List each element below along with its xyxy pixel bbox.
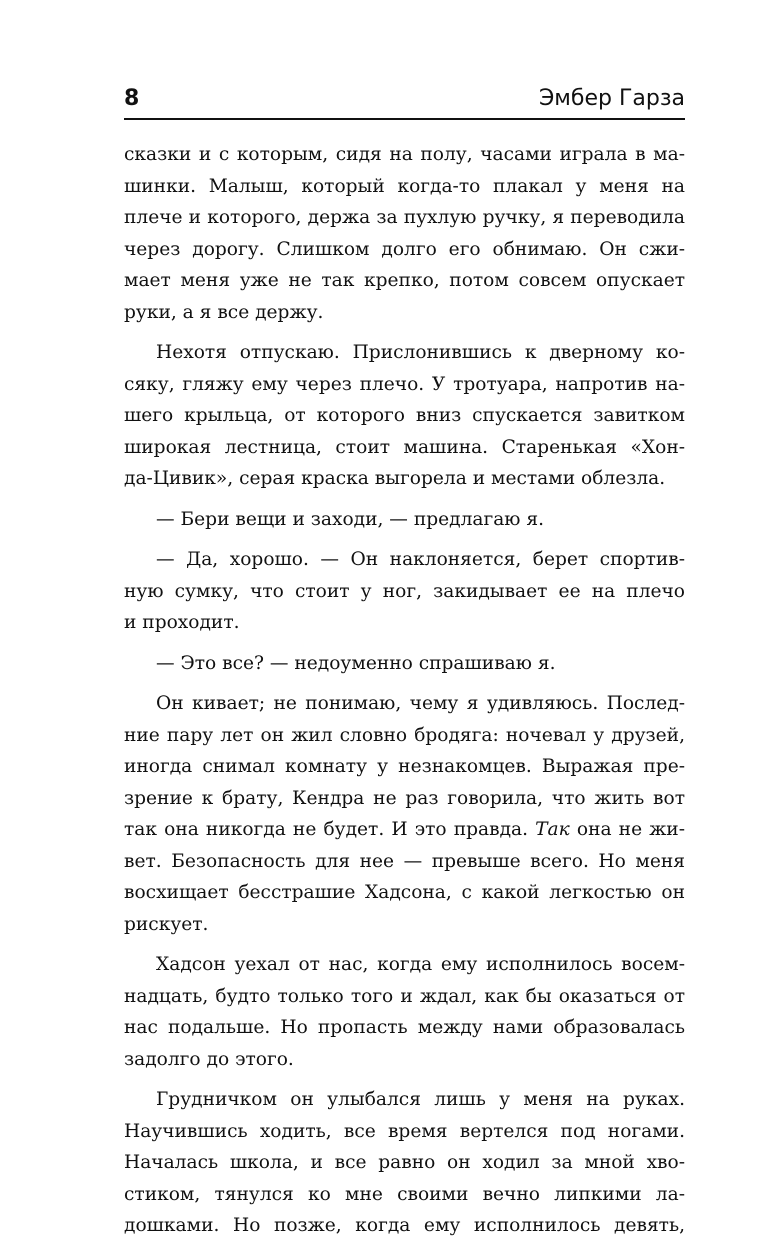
page-header — [124, 84, 685, 120]
text-line: сказки и с которым, сидя на полу, часами играла в ма- — [124, 144, 685, 165]
text-line: Началась школа, и все равно он ходил за мной хво- — [124, 1152, 685, 1173]
paragraph — [124, 949, 685, 1075]
text-line: задолго до этого. — [124, 1048, 294, 1070]
paragraph — [124, 544, 685, 639]
text-line: Научившись ходить, все время вертелся под ногами. — [124, 1120, 685, 1142]
text-line: ную сумку, что стоит у ног, закидывает ее на плечо — [124, 580, 685, 602]
text-line: ние пару лет он жил словно бродяга: ночевал у друзей, — [124, 724, 685, 746]
paragraph — [124, 139, 685, 328]
text-line: надцать, будто только того и ждал, как бы оказаться от — [124, 985, 685, 1007]
text-line: шинки. Малыш, который когда-то плакал у меня на — [124, 175, 685, 197]
text-line: Хадсон уехал от нас, когда ему исполнилось восем- — [156, 954, 685, 975]
paragraph — [124, 504, 685, 536]
text-line: — Бери вещи и заходи, — предлагаю я. — [156, 508, 545, 530]
text-line-with-emphasis — [124, 814, 685, 846]
paragraph — [124, 648, 685, 680]
text-line: через дорогу. Слишком долго его обнимаю. Он сжи- — [124, 238, 685, 260]
text-line: мает меня уже не так крепко, потом совсем опускает — [124, 270, 685, 291]
text-line: — Да, хорошо. — Он наклоняется, берет спортив- — [156, 549, 685, 570]
text-line: зрение к брату, Кендра не раз говорила, что жить вот — [124, 787, 685, 809]
text-line: нас подальше. Но пропасть между нами образовалась — [124, 1017, 685, 1038]
text-line: иногда снимал комнату у незнакомцев. Выражая пре- — [124, 756, 685, 777]
text-line: дошками. Но позже, когда ему исполнилось девять, — [124, 1215, 685, 1236]
paragraph — [124, 688, 685, 940]
paragraph — [124, 337, 685, 495]
text-segment: так она никогда не будет. И это правда. — [124, 819, 536, 840]
text-line: шего крыльца, от которого вниз спускается завитком — [124, 405, 685, 426]
text-segment: она не жи- — [569, 819, 685, 840]
text-line: Грудничком он улыбался лишь у меня на руках. — [156, 1089, 685, 1110]
page-number: 8 — [124, 86, 140, 111]
text-line: и проходит. — [124, 612, 240, 633]
running-title-author: Эмбер Гарза — [538, 86, 685, 111]
text-line: рискует. — [124, 913, 209, 935]
text-line: плече и которого, держа за пухлую ручку, я переводила — [124, 207, 685, 228]
text-line: стиком, тянулся ко мне своими вечно липкими ла- — [124, 1183, 685, 1205]
body-text — [124, 139, 685, 1242]
text-line: Он кивает; не понимаю, чему я удивляюсь. Послед- — [156, 693, 685, 714]
text-line: Нехотя отпускаю. Прислонившись к дверному ко- — [156, 342, 685, 363]
text-line: восхищает бесстрашие Хадсона, с какой легкостью он — [124, 882, 685, 903]
text-line: руки, а я все держу. — [124, 301, 324, 323]
emphasis-word: Так — [535, 819, 570, 840]
text-line: сяку, гляжу ему через плечо. У тротуара, напротив на- — [124, 373, 685, 395]
text-line: да-Цивик», серая краска выгорела и местами облезла. — [124, 468, 666, 489]
text-line: широкая лестница, стоит машина. Старенькая «Хон- — [124, 436, 685, 458]
text-line: — Это все? — недоуменно спрашиваю я. — [156, 652, 556, 674]
paragraph — [124, 1084, 685, 1242]
text-line: вет. Безопасность для нее — превыше всего. Но меня — [124, 850, 685, 872]
